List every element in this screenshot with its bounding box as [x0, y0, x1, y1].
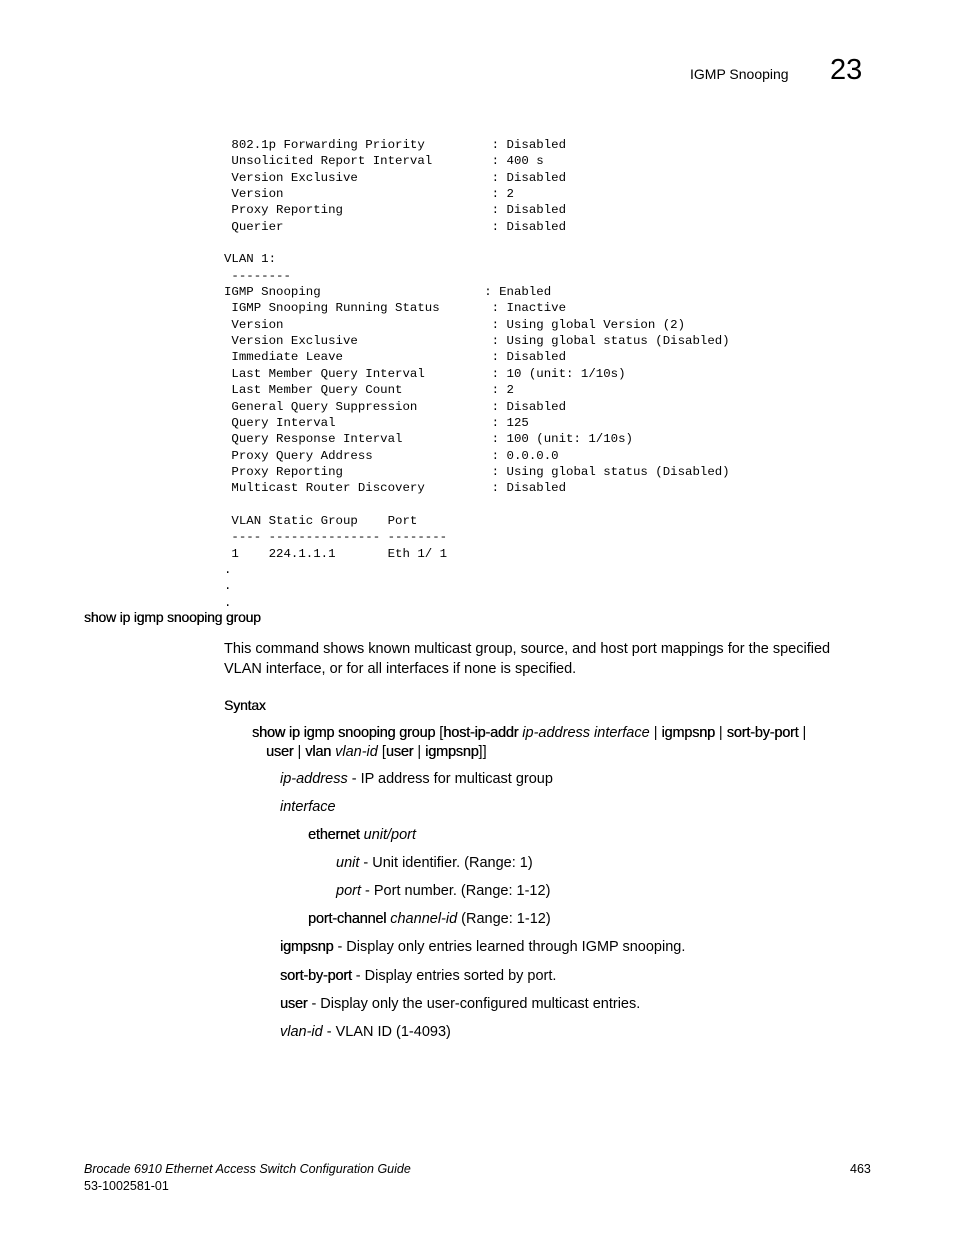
running-header-title: IGMP Snooping: [690, 66, 789, 82]
syntax-bracket: [: [435, 725, 444, 741]
param-sort-by-port: [280, 968, 556, 984]
syntax-bracket: [: [381, 744, 386, 760]
code-line: Proxy Reporting : Using global status (Disabled): [224, 464, 730, 479]
param-term: unit: [336, 855, 360, 871]
syntax-keyword: user: [385, 744, 414, 760]
syntax-line-2: [266, 744, 487, 760]
param-user: [280, 996, 640, 1012]
code-line: Query Interval : 125: [224, 415, 529, 430]
code-line: General Query Suppression : Disabled: [224, 399, 567, 414]
code-line: VLAN Static Group Port: [224, 513, 418, 528]
syntax-sep: |: [714, 725, 727, 741]
param-interface: [280, 799, 336, 815]
syntax-arg: vlan-id: [331, 744, 382, 760]
syntax-keyword: igmpsnp: [425, 744, 479, 760]
code-line: .: [224, 595, 232, 610]
param-desc: (Range: 1-12): [457, 911, 551, 927]
syntax-sep: |: [413, 744, 426, 760]
param-desc: - Port number. (Range: 1-12): [361, 883, 551, 899]
param-term: sort-by-port: [280, 968, 352, 984]
code-line: Version : Using global Version (2): [224, 317, 686, 332]
code-line: Proxy Reporting : Disabled: [224, 203, 567, 218]
code-line: Querier : Disabled: [224, 219, 567, 234]
chapter-number: 23: [830, 54, 863, 86]
code-line: IGMP Snooping Running Status : Inactive: [224, 301, 567, 316]
syntax-sep: |: [653, 725, 662, 741]
cli-output-block: [224, 137, 730, 611]
syntax-keyword: igmpsnp: [661, 725, 715, 741]
code-line: 1 224.1.1.1 Eth 1/ 1: [224, 546, 448, 561]
code-line: --------: [224, 268, 291, 283]
param-desc: - Display entries sorted by port.: [351, 968, 557, 984]
code-line: Version Exclusive : Using global status (Disabled): [224, 334, 730, 349]
syntax-line-1: [252, 725, 806, 741]
command-heading: show ip igmp snooping group: [84, 609, 261, 625]
param-term: igmpsnp: [280, 939, 334, 955]
param-arg: channel-id: [386, 911, 458, 927]
param-term: ip-address: [280, 771, 348, 787]
footer-book-title: Brocade 6910 Ethernet Access Switch Configuration Guide: [84, 1162, 411, 1176]
code-line: Immediate Leave : Disabled: [224, 350, 567, 365]
syntax-arg: ip-address interface: [518, 725, 654, 741]
param-port-channel: [308, 911, 551, 927]
param-term: ethernet: [308, 827, 360, 843]
syntax-heading: Syntax: [224, 697, 266, 713]
syntax-keyword: host-ip-addr: [443, 725, 519, 741]
param-port: [336, 883, 550, 899]
code-line: 802.1p Forwarding Priority : Disabled: [224, 138, 567, 152]
param-desc: - IP address for multicast group: [347, 771, 553, 787]
syntax-bracket: ]]: [478, 744, 487, 760]
param-term: vlan-id: [280, 1024, 323, 1040]
code-line: .: [224, 562, 232, 577]
description-line: VLAN interface, or for all interfaces if none is specified.: [224, 660, 577, 677]
code-line: Proxy Query Address : 0.0.0.0: [224, 448, 559, 463]
syntax-cmd: show ip igmp snooping group: [252, 725, 436, 741]
param-arg: unit/port: [359, 827, 417, 843]
code-line: Multicast Router Discovery : Disabled: [224, 481, 567, 496]
code-line: Last Member Query Interval : 10 (unit: 1/10s): [224, 366, 626, 381]
param-vlan-id: [280, 1024, 451, 1040]
code-line: ---- --------------- --------: [224, 530, 448, 545]
code-line: Unsolicited Report Interval : 400 s: [224, 154, 544, 169]
code-line: Version : 2: [224, 187, 514, 202]
param-ethernet: [308, 827, 416, 843]
param-term: port: [336, 883, 361, 899]
param-desc: - Display only entries learned through IGMP snooping.: [333, 939, 686, 955]
page-number: 463: [850, 1162, 871, 1176]
description-line: This command shows known multicast group, source, and host port mappings for the specified: [224, 641, 831, 657]
syntax-keyword: sort-by-port: [726, 725, 799, 741]
param-unit: [336, 855, 533, 871]
param-term: port-channel: [308, 911, 387, 927]
syntax-keyword: vlan: [305, 744, 332, 760]
code-line: .: [224, 579, 232, 594]
code-line: IGMP Snooping : Enabled: [224, 285, 552, 300]
code-line: Version Exclusive : Disabled: [224, 170, 567, 185]
param-term: user: [280, 996, 308, 1012]
syntax-keyword: user: [266, 744, 294, 760]
param-desc: - VLAN ID (1-4093): [322, 1024, 451, 1040]
param-ip-address: [280, 771, 553, 787]
code-line: Query Response Interval : 100 (unit: 1/10s): [224, 432, 633, 447]
footer-doc-number: 53-1002581-01: [84, 1179, 169, 1193]
code-line: VLAN 1:: [224, 252, 277, 267]
code-line: [224, 235, 730, 251]
param-desc: - Unit identifier. (Range: 1): [359, 855, 533, 871]
param-desc: - Display only the user-configured multicast entries.: [307, 996, 641, 1012]
code-line: [224, 497, 730, 513]
syntax-sep: |: [798, 725, 807, 741]
command-description: [224, 640, 864, 679]
param-igmpsnp: [280, 939, 685, 955]
syntax-sep: |: [293, 744, 306, 760]
code-line: Last Member Query Count : 2: [224, 383, 514, 398]
param-term: interface: [280, 799, 336, 815]
